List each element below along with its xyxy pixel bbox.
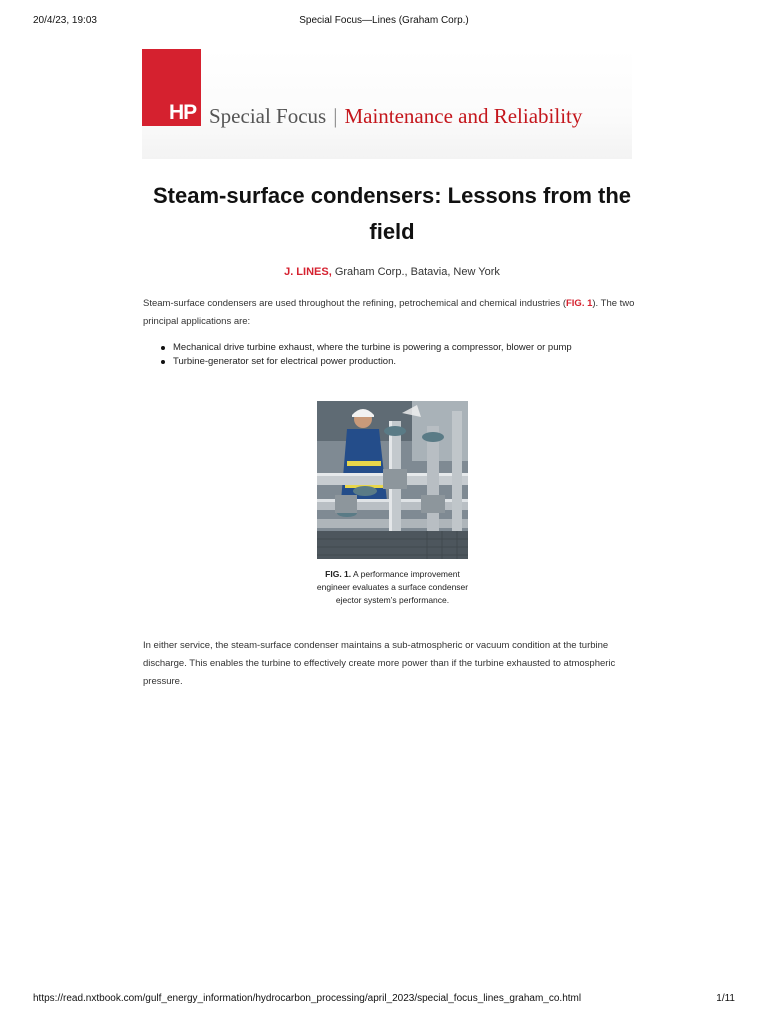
list-item: Turbine-generator set for electrical power production. [143, 355, 638, 369]
intro-text-before: Steam-surface condensers are used throughout the refining, petrochemical and chemical industries ( [143, 298, 566, 309]
hp-logo-text: HP [169, 101, 197, 124]
body-paragraph: In either service, the steam-surface condenser maintains a sub-atmospheric or vacuum condition at the turbine discharge. This enables the turbine to effectively create more power than if the turbine exhausted to atmospheric pressure. [143, 640, 616, 687]
figure-1-caption [312, 568, 473, 607]
print-datetime: 20/4/23, 19:03 [33, 15, 97, 26]
banner-title [209, 104, 582, 129]
figure-caption-text: A performance improvement engineer evaluates a surface condenser ejector system’s performance. [316, 569, 469, 605]
author-affiliation: Graham Corp., Batavia, New York [331, 266, 500, 278]
engineer-photo-illustration [317, 401, 468, 559]
banner-section: Special Focus [209, 104, 327, 128]
author-link[interactable]: J. LINES, [284, 266, 332, 278]
list-item: Mechanical drive turbine exhaust, where the turbine is powering a compressor, blower or pump [143, 341, 638, 355]
print-footer [0, 993, 768, 1007]
applications-list [143, 341, 638, 369]
hp-logo [142, 49, 201, 126]
figure-1-photo[interactable] [317, 401, 468, 559]
figure-label: FIG. 1. [325, 569, 352, 579]
intro-text-after: ). The two principal applications are: [143, 298, 635, 327]
intro-paragraph [143, 295, 638, 331]
banner-separator: | [333, 104, 338, 128]
print-page-title: Special Focus—Lines (Graham Corp.) [299, 15, 469, 26]
print-header [0, 15, 768, 29]
page-url: https://read.nxtbook.com/gulf_energy_information/hydrocarbon_processing/april_2023/special_focus_lines_graham_co.html [33, 993, 582, 1004]
fig-1-link[interactable]: FIG. 1 [565, 298, 593, 309]
article-title: Steam-surface condensers: Lessons from the field [152, 183, 632, 244]
banner-topic: Maintenance and Reliability [344, 104, 583, 128]
page-number: 1/11 [716, 993, 735, 1004]
byline [130, 266, 654, 278]
section-banner [142, 49, 632, 159]
